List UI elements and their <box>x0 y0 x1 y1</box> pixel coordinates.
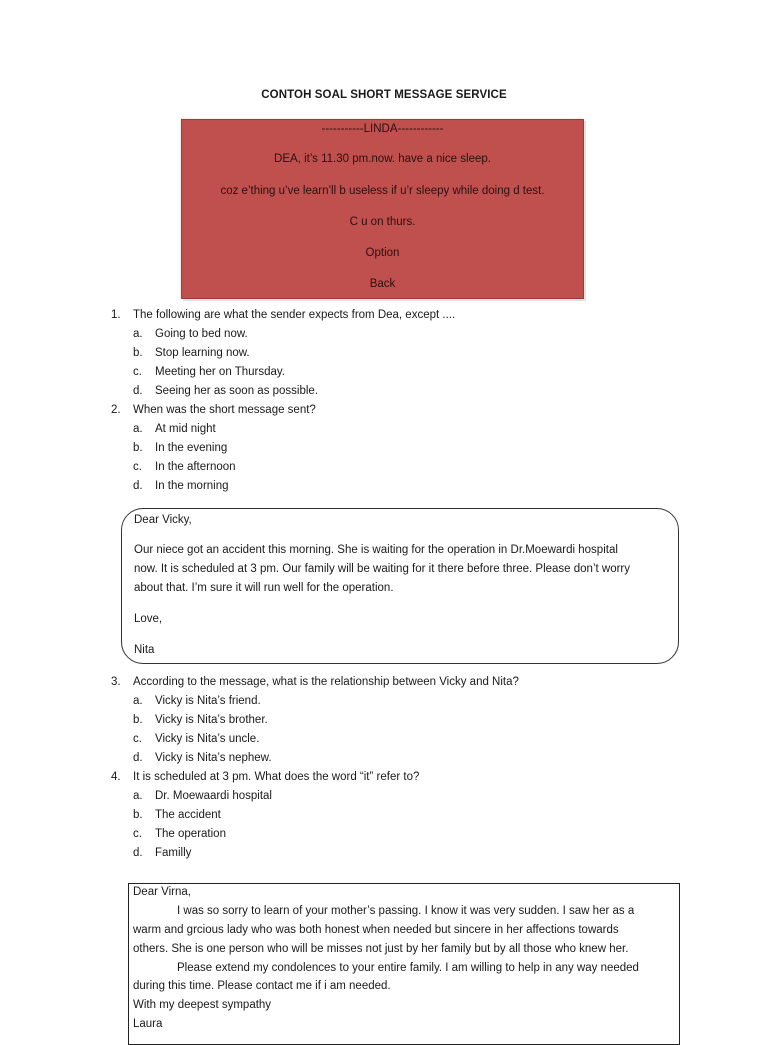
question-number: 3. <box>111 676 121 688</box>
sms-line-1: DEA, it’s 11.30 pm.now. have a nice sleep. <box>274 153 491 165</box>
letter-body-line: Our niece got an accident this morning. She is waiting for the operation in Dr.Moewardi hospital <box>134 544 618 556</box>
sms-message-box <box>181 119 584 299</box>
letter-virna <box>128 883 680 1045</box>
letter-body-line: Please extend my condolences to your entire family. I am willing to help in any way needed <box>177 962 639 974</box>
letter-body-line: now. It is scheduled at 3 pm. Our family will be waiting for it there before three. Please don’t worry <box>134 563 631 575</box>
letter-body-line: others. She is one person who will be misses not just by her family but by all those who knew her. <box>133 943 629 955</box>
letter-closing: Love, <box>134 613 163 625</box>
page-title: CONTOH SOAL SHORT MESSAGE SERVICE <box>261 89 507 101</box>
sms-line-2: coz e’thing u’ve learn’ll b useless if u’r sleepy while doing d test. <box>220 185 545 197</box>
letter-signature: Laura <box>133 1018 163 1030</box>
question-number: 2. <box>111 404 121 416</box>
question-number: 4. <box>111 771 121 783</box>
sms-line-3: C u on thurs. <box>349 216 416 228</box>
question-text: According to the message, what is the relationship between Vicky and Nita? <box>133 676 519 688</box>
letter-body-line: about that. I’m sure it will run well for the operation. <box>134 582 394 594</box>
sms-back-button: Back <box>369 278 396 290</box>
letter-closing: With my deepest sympathy <box>133 999 272 1011</box>
question-text: The following are what the sender expects from Dea, except .... <box>133 309 456 321</box>
letter-greeting: Dear Virna, <box>133 886 191 898</box>
sms-sender: -----------LINDA------------ <box>321 123 444 135</box>
question-number: 1. <box>111 309 121 321</box>
question-text: When was the short message sent? <box>133 404 316 416</box>
question-text: It is scheduled at 3 pm. What does the word “it” refer to? <box>133 771 420 783</box>
letter-body-line: during this time. Please contact me if i am needed. <box>133 980 391 992</box>
letter-signature: Nita <box>134 644 155 656</box>
letter-greeting: Dear Vicky, <box>134 514 192 526</box>
sms-option-button: Option <box>365 247 400 259</box>
letter-body-line: I was so sorry to learn of your mother’s passing. I know it was very sudden. I saw her as a <box>177 905 635 917</box>
letter-vicky <box>121 508 679 664</box>
letter-body-line: warm and grcious lady who was both honest when needed but sincere in her affections towards <box>133 924 619 936</box>
